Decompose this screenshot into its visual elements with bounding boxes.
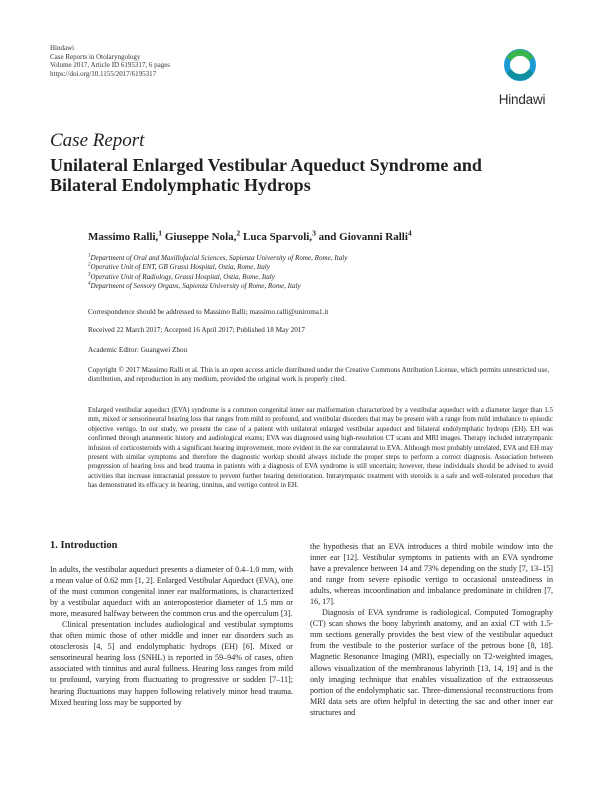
author-sup: 3	[312, 228, 316, 238]
paragraph: Clinical presentation includes audiological and vestibular symptoms that often mimic those of other middle and inner ear disorders such as otosclerosis [4, 5] and endolymphatic hydrops (EH) [6]. Mixed or sensorineural hearing loss (SNHL) is reported in 59–94% of cases, often associated with tinnitus and aural fullness. Hearing loss ranges from mild to profound, varying from fluctuating to progressive or sudden [7–11]; hearing fluctuations may happen following relatively minor head trauma. Mixed hearing loss may be supported by	[50, 620, 293, 707]
article-title: Unilateral Enlarged Vestibular Aqueduct Syndrome and Bilateral Endolymphatic Hydrops	[50, 155, 482, 195]
affiliations	[88, 254, 347, 291]
publisher-name: Hindawi	[50, 44, 75, 52]
copyright-notice: Copyright © 2017 Massimo Ralli et al. This is an open access article distributed under the Creative Commons Attribution License, which permits unrestricted use, distribution, and reproduction in any medium, provided the original work is properly cited.	[88, 366, 550, 384]
paragraph: the hypothesis that an EVA introduces a third mobile window into the inner ear [12]. Vestibular symptoms in patients with an EVA syndrome have a prevalence between 14 and 73% depending on the study [7, 13–15] and range from severe episodic vertigo to occasional unsteadiness in adults, whereas incoordination and imbalance predominate in children [7, 16, 17].	[310, 542, 553, 607]
affiliation-item: $^1$Department of Oral and Maxillofacial Sciences, Sapienza University of Rome, Rome, Italy	[88, 253, 348, 262]
logo-wordmark: Hindawi	[498, 92, 546, 107]
abstract: Enlarged vestibular aqueduct (EVA) syndrome is a common congenital inner ear malformation characterized by a vestibular aqueduct with a diameter larger than 1.5 mm, mixed or sensorineural hearing loss that ranges from mild to profound, and vestibular disorders that may be present with a range from mild imbalance to episodic objective vertigo. In our study, we present the case of a patient with unilateral enlarged vestibular aqueduct and bilateral endolymphatic hydrops (EH). EH was confirmed through anamnestic history and audiological exams; EVA was diagnosed using high-resolution CT scans and MRI images. Therapy included intratympanic infusion of corticosteroids with a significant hearing improvement, more evident in the ear contralateral to EVA. Although most probably unrelated, EVA and EH may present with similar symptoms and therefore the diagnostic workup should always include the proper steps to perform a correct diagnosis. Association between progression of hearing loss and head trauma in patients with a diagnosis of EVA syndrome is still uncertain; however, these individuals should be advised to avoid activities that increase intracranial pressure to prevent further hearing deterioration. Intratympanic treatment with steroids is a safe and well-tolerated procedure that has demonstrated its efficacy in hearing, tinnitus, and vertigo control in EH.	[88, 406, 553, 490]
volume-info: Volume 2017, Article ID 6195317, 6 pages	[50, 61, 171, 70]
article-type: Case Report	[50, 130, 145, 151]
body-column-left	[50, 564, 293, 708]
doi-link[interactable]: https://doi.org/10.1155/2017/6195317	[50, 69, 157, 78]
author-name: Giuseppe Nola,	[164, 231, 237, 243]
affiliation-item: $^4$Department of Sensory Organs, Sapienza University of Rome, Rome, Italy	[88, 281, 301, 290]
author-name: and Giovanni Ralli	[318, 231, 408, 243]
body-column-right	[310, 541, 553, 718]
affiliation-item: $^3$Operative Unit of Radiology, Grassi Hospital, Ostia, Rome, Italy	[88, 272, 275, 281]
hindawi-logo	[488, 40, 552, 108]
academic-editor: Academic Editor: Guangwei Zhou	[88, 346, 188, 354]
author-sup: 2	[236, 228, 241, 238]
author-sup: 1	[158, 228, 163, 238]
paragraph: In adults, the vestibular aqueduct presents a diameter of 0.4–1.0 mm, with a mean value of 0.62 mm [1, 2]. Enlarged Vestibular Aqueduct (EVA), one of the most common congenital inner ear malformations, is characterized by a vestibular aqueduct with an anteroposterior diameter of 1.5 mm or more, measured halfway between the common crus and the operculum [3].	[50, 565, 293, 619]
correspondence: Correspondence should be addressed to Massimo Ralli; massimo.ralli@uniroma1.it	[88, 308, 329, 316]
journal-header	[50, 44, 170, 78]
section-heading: 1. Introduction	[50, 540, 118, 551]
publication-dates: Received 22 March 2017; Accepted 16 April 2017; Published 18 May 2017	[88, 326, 305, 334]
paragraph: Diagnosis of EVA syndrome is radiological. Computed Tomography (CT) scan shows the bony labyrinth anatomy, and an axial CT with 1.5-mm sections generally provides the best view of the vestibular aqueduct from the vestibule to the posterior surface of the petrous bone [8, 18]. Magnetic Resonance Imaging (MRI), especially on T2-weighted images, allows visualization of the membranous labyrinth [13, 14, 19] and is the only imaging technique that enables visualization of the extraosseous portion of the endolymphatic sac. Three-dimensional reconstructions from MRI data sets are often helpful in detecting the sac and other inner ear structures and	[310, 608, 553, 717]
hindawi-logo-icon	[488, 40, 552, 92]
author-name: Luca Sparvoli,	[242, 231, 313, 243]
journal-name: Case Reports in Otolaryngology	[50, 52, 141, 61]
author-name: Massimo Ralli,	[88, 231, 159, 243]
author-sup: 4	[407, 228, 412, 238]
affiliation-item: $^2$Operative Unit of ENT, GB Grassi Hospital, Ostia, Rome, Italy	[88, 262, 270, 272]
author-list	[88, 228, 412, 243]
